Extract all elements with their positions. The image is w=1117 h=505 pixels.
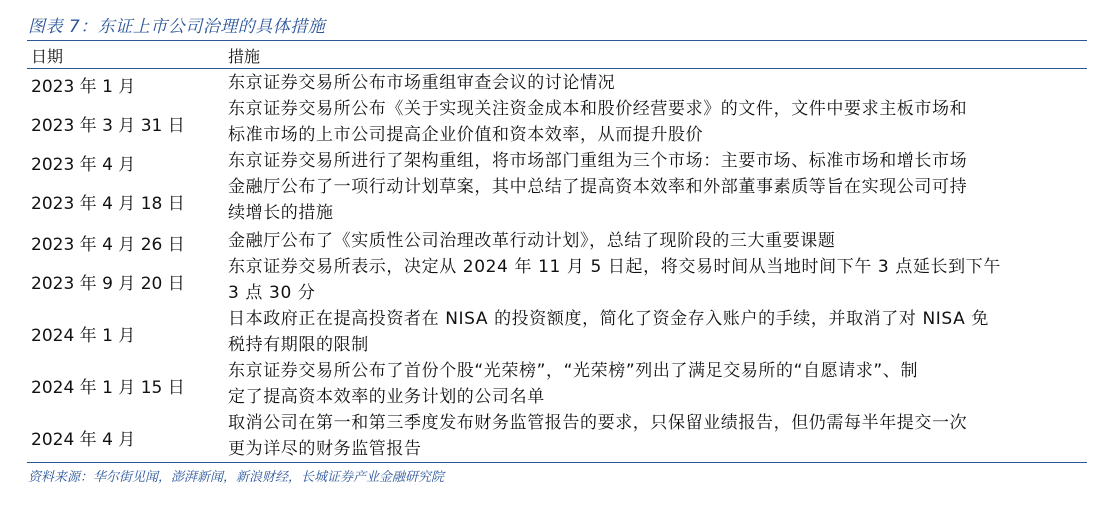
row-measure <box>228 358 1087 410</box>
row-date: 2023 年 4 月 <box>31 155 136 175</box>
source-note: 资料来源：华尔街见闻，澎湃新闻，新浪财经，长城证券产业金融研究院 <box>28 470 445 485</box>
row-date: 2024 年 1 月 <box>31 326 136 346</box>
table-row <box>27 228 1087 254</box>
table-row <box>27 96 1087 148</box>
measure-line: 东京证券交易所公布了首份个股“光荣榜”，“光荣榜”列出了满足交易所的“自愿请求”、制 <box>228 361 919 381</box>
header-measures: 措施 <box>228 47 261 66</box>
measure-line: 东京证券交易所公布市场重组审查会议的讨论情况 <box>228 73 616 93</box>
measure-line: 金融厅公布了《实质性公司治理改革行动计划》，总结了现阶段的三大重要课题 <box>228 231 836 251</box>
row-measure <box>228 70 1087 96</box>
measure-line: 取消公司在第一和第三季度发布财务监管报告的要求，只保留业绩报告，但仍需每半年提交一次 <box>228 413 968 433</box>
table-row <box>27 410 1087 462</box>
table-row <box>27 174 1087 226</box>
row-measure <box>228 228 1087 254</box>
row-measure <box>228 174 1087 226</box>
row-date: 2023 年 4 月 26 日 <box>31 235 185 255</box>
measure-line: 金融厅公布了一项行动计划草案，其中总结了提高资本效率和外部董事素质等旨在实现公司可持 <box>228 177 968 197</box>
measure-line: 定了提高资本效率的业务计划的公司名单 <box>228 387 545 407</box>
table-header-rule <box>27 68 1087 69</box>
row-measure <box>228 96 1087 148</box>
measure-line: 3 点 30 分 <box>228 283 316 303</box>
row-date: 2023 年 9 月 20 日 <box>31 274 185 294</box>
table-bottom-rule <box>27 462 1087 463</box>
row-measure <box>228 148 1087 174</box>
measure-line: 续增长的措施 <box>228 203 334 223</box>
table-row <box>27 70 1087 96</box>
table-top-rule <box>27 40 1087 41</box>
header-date: 日期 <box>31 47 64 66</box>
measure-line: 东京证券交易所公布《关于实现关注资金成本和股价经营要求》的文件，文件中要求主板市场和 <box>228 99 968 119</box>
table-row <box>27 148 1087 174</box>
row-measure <box>228 410 1087 462</box>
row-measure <box>228 306 1087 358</box>
row-date: 2024 年 1 月 15 日 <box>31 378 185 398</box>
row-date: 2024 年 4 月 <box>31 430 136 450</box>
measure-line: 标准市场的上市公司提高企业价值和资本效率，从而提升股价 <box>228 125 704 145</box>
table-header <box>27 42 1087 69</box>
measure-line: 东京证券交易所进行了架构重组，将市场部门重组为三个市场：主要市场、标准市场和增长市场 <box>228 151 968 171</box>
row-date: 2023 年 1 月 <box>31 77 136 97</box>
table-row <box>27 254 1087 306</box>
figure-caption: 图表 7：东证上市公司治理的具体措施 <box>28 17 326 37</box>
row-date: 2023 年 3 月 31 日 <box>31 116 185 136</box>
row-date: 2023 年 4 月 18 日 <box>31 194 185 214</box>
table-row <box>27 358 1087 410</box>
row-measure <box>228 254 1087 306</box>
table-row <box>27 306 1087 358</box>
measure-line: 日本政府正在提高投资者在 NISA 的投资额度，简化了资金存入账户的手续，并取消了对 NISA 免 <box>228 309 989 329</box>
measure-line: 东京证券交易所表示，决定从 2024 年 11 月 5 日起，将交易时间从当地时间下午 3 点延长到下午 <box>228 257 1001 277</box>
measure-line: 税持有期限的限制 <box>228 335 369 355</box>
measure-line: 更为详尽的财务监管报告 <box>228 439 422 459</box>
